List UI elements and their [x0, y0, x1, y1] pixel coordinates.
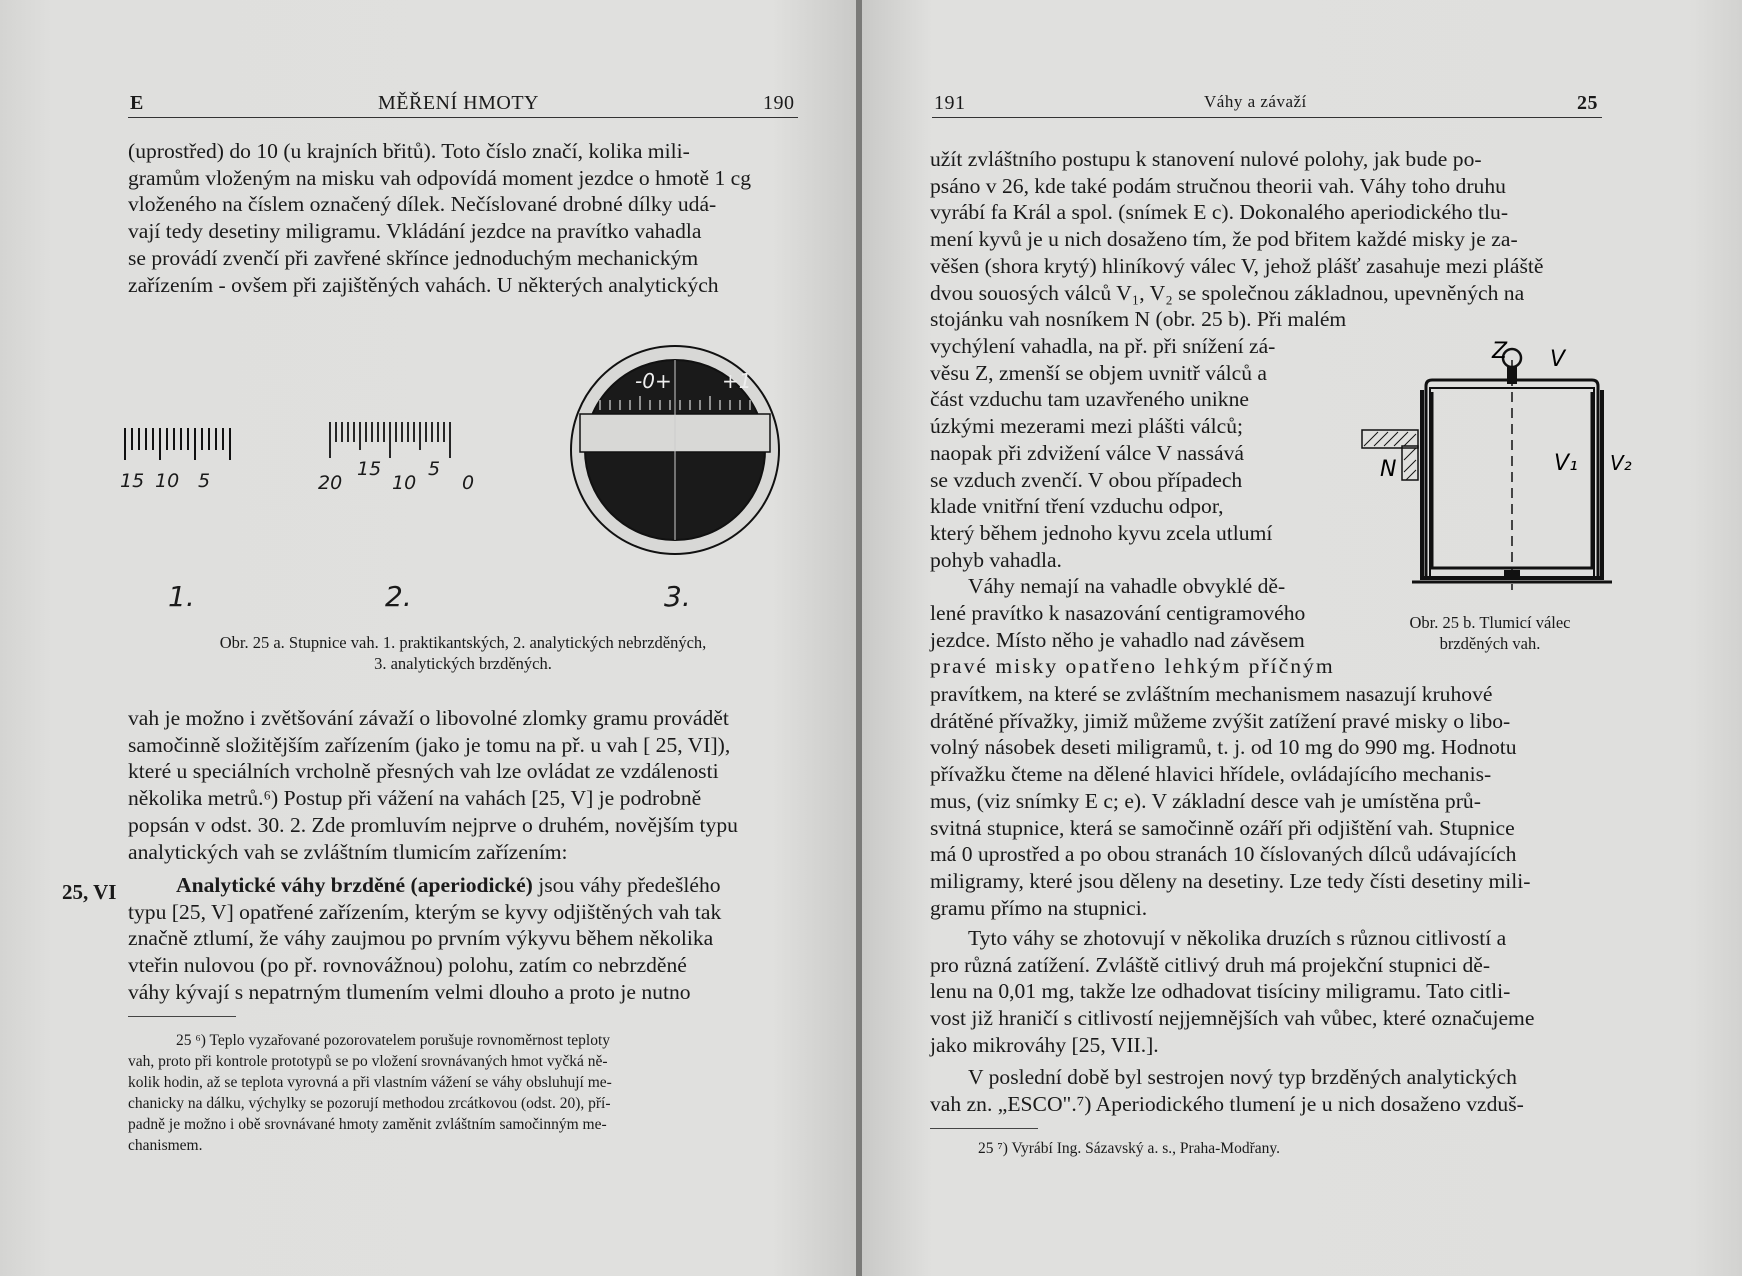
figure-25a-caption: [128, 632, 798, 674]
caption-line: Obr. 25 b. Tlumicí válec: [1409, 613, 1571, 632]
text-line: lené pravítko k nasazování centigramového: [930, 601, 1306, 626]
text-line: vychýlení vahadla, na př. při snížení zá-: [930, 334, 1276, 358]
page-number: 190: [763, 92, 795, 114]
text-line: pohyb vahadla.: [930, 547, 1062, 572]
footnote-line: chanicky na dálku, výchylky se pozorují methodou zrcátkovou (odst. 20), pří-: [128, 1095, 611, 1112]
text-line: pravé misky opatřeno lehkým příčným: [930, 654, 1335, 679]
paragraph-3: [930, 925, 1600, 1059]
figure-25b-damper: [1292, 330, 1632, 600]
text-line: část vzduchu tam uzavřeného unikne: [930, 387, 1249, 412]
scale-2-label-20: 20: [318, 472, 343, 494]
text-line: vost již hraničí s citlivostí nejjemnějších vah vůbec, které označujeme: [930, 1006, 1535, 1031]
footnote-rule: [930, 1128, 1038, 1129]
text-line: úzkými mezerami mezi plášti válců;: [930, 414, 1243, 439]
header-title: Váhy a závaží: [1204, 92, 1307, 111]
label-V: V: [1550, 347, 1566, 372]
text-line: věsu Z, zmenší se objem uvnitř válců a: [930, 360, 1268, 385]
header-rule: [128, 117, 798, 118]
text-line: věšen (shora krytý) hliníkový válec V, jehož plášť zasahuje mezi pláště: [930, 253, 1544, 278]
paragraph-4: [930, 1064, 1600, 1117]
label-N: N: [1380, 457, 1397, 482]
text-line: které u speciálních vrcholně přesných vah lze ovládat ze vzdálenosti: [128, 759, 719, 784]
right-page: [862, 0, 1742, 1276]
figure-25b-caption: [1370, 612, 1610, 654]
caption-line: 3. analytických brzděných.: [374, 654, 552, 673]
label-V1: V₁: [1554, 451, 1578, 476]
paragraph-3: [128, 872, 798, 1006]
scale-1-ticks: [125, 428, 230, 460]
scale-2-label-5: 5: [428, 458, 441, 480]
text-line: pravítkem, na které se zvláštním mechanismem nasazují kruhové: [930, 682, 1493, 706]
text-line: dvou souosých válců V₁, V₂ se společnou základnou, upevněných na: [930, 280, 1525, 305]
text-line: stojánku vah nosníkem N (obr. 25 b). Při malém: [930, 307, 1347, 332]
footnote-6: [128, 1030, 798, 1156]
header-section-letter: E: [130, 92, 144, 114]
text-line: svitná stupnice, která se samočinně ozáří při odjištění vah. Stupnice: [930, 815, 1515, 840]
left-page: [0, 0, 858, 1276]
text-line: [128, 872, 798, 899]
text-line: užít zvláštního postupu k stanovení nulové polohy, jak bude po-: [930, 147, 1482, 171]
scale-2-label-10: 10: [392, 472, 417, 494]
text-line: klade vnitřní tření vzduchu odpor,: [930, 494, 1224, 519]
scale-1-label-5: 5: [198, 470, 211, 492]
text-line: vají tedy desetiny miligramu. Vkládání jezdce na pravítko vahadla: [128, 219, 702, 244]
text-line: popsán v odst. 30. 2. Zde promluvím nejprve o druhém, novějším typu: [128, 812, 738, 837]
text-line: váhy kývají s nepatrným tlumením velmi dlouho a proto je nutno: [128, 979, 691, 1004]
text-line: má 0 uprostřed a po obou stranách 10 číslovaných dílců udávajících: [930, 842, 1517, 867]
text-line: vah zn. „ESCO".⁷) Aperiodického tlumení je u nich dosaženo vzduš-: [930, 1091, 1524, 1116]
text-line: vah je možno i zvětšování závaží o libovolné zlomky gramu provádět: [128, 706, 729, 730]
text-line: naopak při zdvižení válce V nassává: [930, 440, 1244, 465]
page-number-left: 191: [934, 92, 966, 114]
header-rule: [932, 117, 1602, 118]
text-line: Tyto váhy se zhotovují v několika druzích s různou citlivostí a: [968, 926, 1507, 950]
text-line: zařízením - ovšem při zajištěných vahách. U některých analytických: [128, 272, 719, 297]
text-line: několika metrů.⁶) Postup při vážení na vahách [25, V] je podrobně: [128, 786, 702, 811]
scale-1-label-10: 10: [155, 470, 180, 492]
paragraph-2: [128, 705, 798, 865]
text-line: vyrábí fa Král a spol. (snímek E c). Dokonalého aperiodického tlu-: [930, 200, 1509, 225]
footnote-line: chanismem.: [128, 1137, 203, 1154]
scale-1-label-15: 15: [120, 470, 145, 492]
scale-3-plus-one-label: +1: [722, 369, 752, 393]
label-V2: V₂: [1610, 451, 1632, 475]
scale-3-reticle: [571, 346, 779, 554]
text-line: samočinně složitějším zařízením (jako je tomu na př. u vah [ 25, VI]),: [128, 732, 731, 757]
scale-2-ticks: [330, 422, 450, 458]
text-line: vteřin nulovou (po př. rovnovážnou) polohu, zatím co nebrzděné: [128, 953, 687, 978]
footnote-line: vah, proto při kontrole prototypů se po vložení srovnávaných hmot vyčká ně-: [128, 1053, 608, 1070]
text-line: (uprostřed) do 10 (u krajních břitů). Toto číslo značí, kolika mili-: [128, 139, 690, 163]
scale-3-zero-label: -0+: [635, 369, 672, 393]
text-line: mus, (viz snímky E c; e). V základní desce vah je umístěna prů-: [930, 788, 1481, 813]
text-line: pro různá zatížení. Zvláště citlivý druh má projekční stupnici dě-: [930, 952, 1491, 977]
figure-25a-scales: [110, 340, 810, 620]
text-line: lenu na 0,01 mg, takže lze odhadovat tisíciny miligramu. Tato citli-: [930, 979, 1511, 1004]
figure-label-3: 3.: [664, 580, 691, 613]
paragraph-2: [930, 681, 1600, 921]
text-line: gramům vloženým na misku vah odpovídá moment jezdce o hmotě 1 cg: [128, 165, 752, 190]
label-Z: Z: [1492, 339, 1508, 364]
text-line: psáno v 26, kde také podám stručnou theorii vah. Váhy toho druhu: [930, 173, 1506, 198]
footnote-line: 25 ⁶) Teplo vyzařované pozorovatelem porušuje rovnoměrnost teploty: [176, 1032, 611, 1049]
scale-2-label-0: 0: [462, 472, 475, 494]
text-line: se vzduch zvenčí. V obou případech: [930, 467, 1243, 492]
text-line: přívažku čteme na dělené hlavici hřídele, ovládajícího mechanis-: [930, 762, 1492, 787]
text-line: analytických vah se zvláštním tlumicím zařízením:: [128, 839, 568, 864]
bold-heading: Analytické váhy brzděné (aperiodické): [176, 873, 533, 897]
text-line: gramu přímo na stupnici.: [930, 895, 1148, 920]
text-fragment: jsou váhy předešlého: [532, 873, 721, 897]
text-line: mení kyvů je u nich dosaženo tím, že pod břitem každé misky je za-: [930, 227, 1518, 252]
footnote-line: kolik hodin, až se teplota vyrovná a při vlastním vážení se váhy obsluhují me-: [128, 1074, 612, 1091]
text-line: V poslední době byl sestrojen nový typ brzděných analytických: [968, 1065, 1517, 1089]
figure-label-1: 1.: [168, 580, 195, 613]
text-line: se provádí zvenčí při zavřené skřínce jednoduchým mechanickým: [128, 245, 699, 270]
text-line: značně ztlumí, že váhy zaujmou po prvním výkyvu během několika: [128, 926, 714, 951]
page-number-right: 25: [1577, 92, 1598, 114]
text-line: jezdce. Místo něho je vahadlo nad závěsem: [930, 627, 1305, 652]
text-line: Váhy nemají na vahadle obvyklé dě-: [968, 574, 1286, 599]
text-line: vloženého na číslem označený dílek. Nečíslované drobné dílky udá-: [128, 192, 717, 217]
footnote-7: 25 ⁷) Vyrábí Ing. Sázavský a. s., Praha-Modřany.: [978, 1140, 1280, 1157]
footnote-line: padně je možno i obě srovnávané hmoty zaměnit zvláštním samočinným me-: [128, 1116, 607, 1133]
text-line: volný násobek deseti miligramů, t. j. od 10 mg do 990 mg. Hodnotu: [930, 735, 1517, 760]
margin-section-note: 25, VI: [62, 880, 117, 904]
caption-line: Obr. 25 a. Stupnice vah. 1. praktikantských, 2. analytických nebrzděných,: [219, 633, 707, 652]
text-line: jako mikrováhy [25, VII.].: [930, 1032, 1159, 1057]
paragraph-1: [128, 138, 798, 298]
text-line: typu [25, V] opatřené zařízením, kterým se kyvy odjištěných vah tak: [128, 899, 722, 924]
text-line: drátěné přívažky, jimiž můžeme zvýšit zatížení pravé misky o libo-: [930, 708, 1511, 733]
footnote-rule: [128, 1016, 236, 1017]
caption-line: brzděných vah.: [1439, 634, 1541, 653]
scale-2-label-15: 15: [357, 458, 382, 480]
text-line: který během jednoho kyvu zcela utlumí: [930, 520, 1273, 545]
header-title: MĚŘENÍ HMOTY: [378, 92, 539, 114]
paragraph-1: [930, 146, 1600, 333]
figure-label-2: 2.: [385, 580, 412, 613]
text-line: miligramy, které jsou děleny na desetiny. Lze tedy čísti desetiny mili-: [930, 868, 1531, 893]
